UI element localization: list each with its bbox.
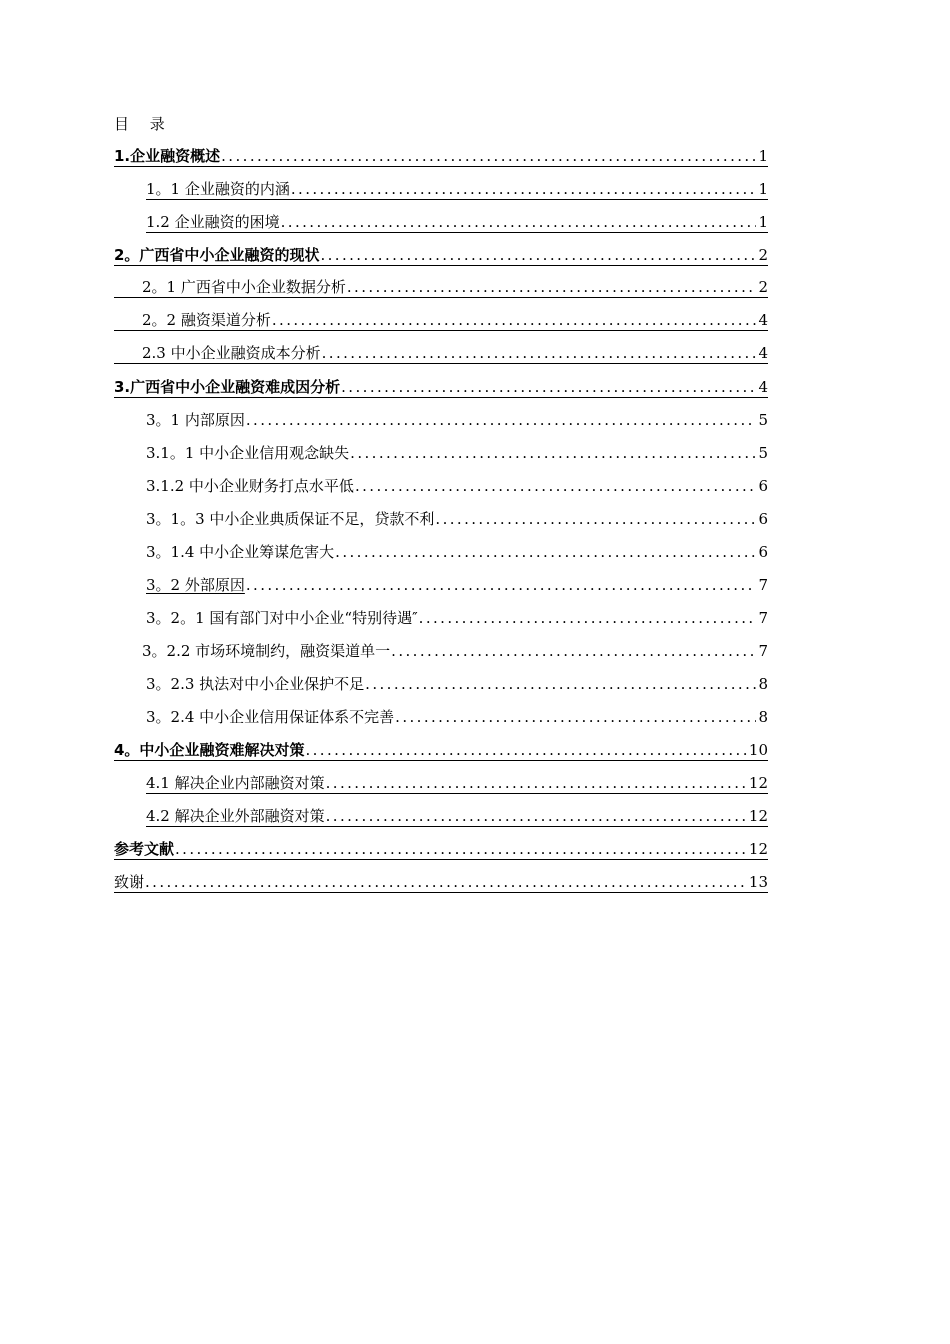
- toc-entry-label: 1。1 企业融资的内涵: [146, 180, 290, 198]
- toc-entry-page: 7: [758, 609, 768, 627]
- toc-entry-chapter-2[interactable]: [114, 241, 768, 266]
- toc-leader-dots: [272, 310, 757, 330]
- toc-leader-dots: [291, 179, 757, 199]
- toc-entry-label: 3。1。3 中小企业典质保证不足，贷款不利: [146, 510, 435, 528]
- toc-entry-2-2[interactable]: [114, 307, 768, 331]
- toc-entry-page: 2: [758, 278, 768, 296]
- toc-leader-dots: [320, 245, 756, 265]
- toc-entry-2-3[interactable]: [114, 340, 768, 364]
- toc-entry-label: 3.1。1 中小企业信用观念缺失: [146, 444, 350, 462]
- toc-entry-label: 3。2.4 中小企业信用保证体系不完善: [146, 708, 395, 726]
- toc-entry-chapter-4[interactable]: [114, 736, 768, 761]
- toc-entry-3-2[interactable]: [146, 571, 768, 595]
- toc-entry-label: 1.2 企业融资的困境: [146, 213, 280, 231]
- toc-entry-3-1-3[interactable]: [146, 505, 768, 529]
- toc-entry-page: 1: [758, 180, 768, 198]
- toc-entry-label: 3。2 外部原因: [146, 576, 245, 594]
- toc-leader-dots: [322, 343, 757, 363]
- toc-entry-page: 8: [758, 675, 768, 693]
- toc-entry-chapter-3[interactable]: [114, 373, 768, 398]
- toc-entry-page: 4: [758, 344, 768, 362]
- toc-leader-dots: [419, 608, 757, 628]
- toc-entry-3-2-3[interactable]: [146, 670, 768, 694]
- toc-leader-dots: [395, 707, 756, 727]
- toc-entry-label: 3。2。1 国有部门对中小企业“特别待遇″: [146, 609, 418, 627]
- toc-entry-3-1[interactable]: [146, 406, 768, 430]
- toc-leader-dots: [365, 674, 756, 694]
- toc-leader-dots: [350, 443, 756, 463]
- toc-entry-page: 6: [758, 477, 768, 495]
- toc-entry-label: 参考文献: [114, 840, 175, 858]
- toc-entry-page: 8: [758, 708, 768, 726]
- toc-entry-page: 12: [748, 807, 768, 825]
- toc-entry-page: 5: [758, 444, 768, 462]
- toc-entry-label: 致谢: [114, 873, 145, 891]
- toc-entry-page: 7: [758, 576, 768, 594]
- toc-entry-4-2[interactable]: [146, 802, 768, 827]
- toc-entry-label: 2。广西省中小企业融资的现状: [114, 246, 320, 264]
- toc-entry-page: 10: [748, 741, 768, 759]
- toc-entry-label: 3。1 内部原因: [146, 411, 245, 429]
- toc-entry-label: 3.1.2 中小企业财务打点水平低: [146, 477, 354, 495]
- toc-leader-dots: [246, 410, 757, 430]
- toc-entry-page: 4: [758, 378, 768, 396]
- toc-leader-dots: [341, 377, 756, 397]
- toc-leader-dots: [326, 773, 747, 793]
- toc-entry-label: 4。中小企业融资难解决对策: [114, 741, 305, 759]
- toc-leader-dots: [281, 212, 757, 232]
- toc-entry-page: 12: [748, 840, 768, 858]
- toc-entry-3-2-2[interactable]: [142, 637, 768, 661]
- toc-entry-4-1[interactable]: [146, 769, 768, 794]
- toc-leader-dots: [347, 277, 757, 297]
- toc-entry-3-1-2[interactable]: [146, 472, 768, 496]
- toc-entry-label: 1.企业融资概述: [114, 147, 221, 165]
- toc-entry-label: 4.2 解决企业外部融资对策: [146, 807, 325, 825]
- toc-leader-dots: [221, 146, 756, 166]
- toc-entry-label: 2。1 广西省中小企业数据分析: [142, 278, 346, 296]
- toc-entry-page: 13: [748, 873, 768, 891]
- toc-entry-page: 5: [758, 411, 768, 429]
- toc-leader-dots: [435, 509, 756, 529]
- toc-entry-label: 3。1.4 中小企业筹谋危害大: [146, 543, 335, 561]
- toc-leader-dots: [391, 641, 756, 661]
- toc-entry-3-1-4[interactable]: [146, 538, 768, 562]
- toc-entry-3-1-1[interactable]: [146, 439, 768, 463]
- toc-entry-page: 7: [758, 642, 768, 660]
- toc-entry-3-2-4[interactable]: [146, 703, 768, 727]
- toc-entry-page: 2: [758, 246, 768, 264]
- toc-leader-dots: [326, 806, 747, 826]
- toc-entry-chapter-1[interactable]: [114, 142, 768, 167]
- toc-entry-label: 4.1 解决企业内部融资对策: [146, 774, 325, 792]
- toc-entry-3-2-1[interactable]: [146, 604, 768, 628]
- toc-leader-dots: [355, 476, 757, 496]
- toc-entry-page: 6: [758, 543, 768, 561]
- toc-entry-page: 6: [758, 510, 768, 528]
- toc-entry-page: 1: [758, 147, 768, 165]
- toc-entry-label: 2。2 融资渠道分析: [142, 311, 271, 329]
- toc-entry-label: 3。2.2 市场环境制约，融资渠道单一: [142, 642, 391, 660]
- toc-entry-label: 3。2.3 执法对中小企业保护不足: [146, 675, 365, 693]
- toc-entry-page: 1: [758, 213, 768, 231]
- toc-entry-1-1[interactable]: [146, 175, 768, 200]
- toc-entry-2-1[interactable]: [114, 274, 768, 298]
- toc-entry-page: 12: [748, 774, 768, 792]
- toc-title: 目 录: [114, 115, 173, 133]
- toc-entry-1-2[interactable]: [146, 208, 768, 233]
- toc-leader-dots: [305, 740, 746, 760]
- toc-entry-references[interactable]: [114, 835, 768, 860]
- toc-leader-dots: [175, 839, 747, 859]
- toc-entry-acknowledgements[interactable]: [114, 868, 768, 893]
- toc-leader-dots: [145, 872, 747, 892]
- toc-entry-page: 4: [758, 311, 768, 329]
- toc-leader-dots: [335, 542, 756, 562]
- toc-entry-label: 2.3 中小企业融资成本分析: [142, 344, 321, 362]
- toc-leader-dots: [246, 575, 757, 595]
- toc-entry-label: 3.广西省中小企业融资难成因分析: [114, 378, 341, 396]
